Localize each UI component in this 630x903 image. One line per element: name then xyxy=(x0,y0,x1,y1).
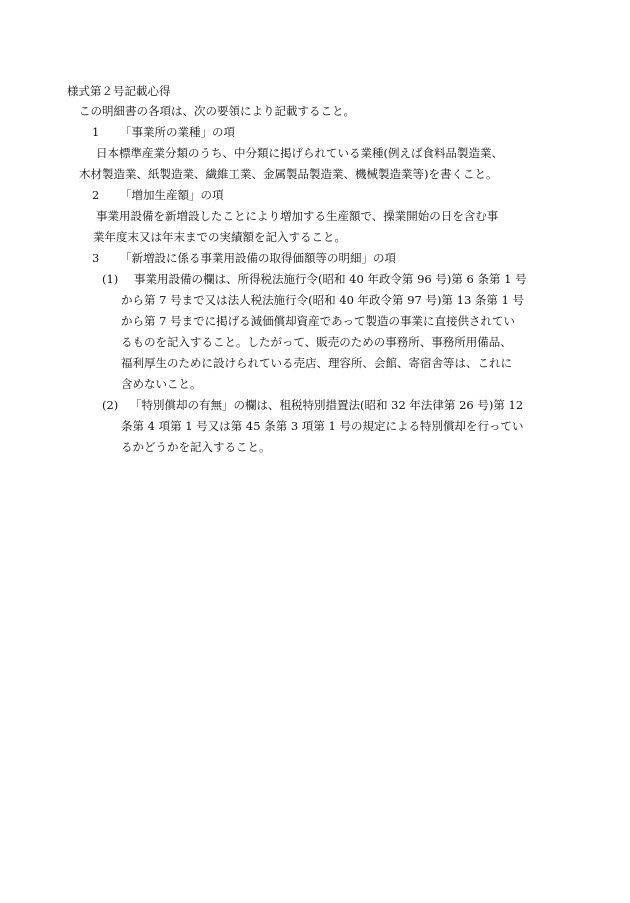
section3-number: 3 xyxy=(92,251,100,265)
item1-line2: から第 7 号まで又は法人税法施行令(昭和 40 年政令第 97 号)第 13 条第 1 号 xyxy=(121,293,525,307)
item2-label: (2) xyxy=(102,398,119,412)
item2-line2: 条第 4 項第 1 号又は第 45 条第 3 項第 1 号の規定による特別償却を行ってい xyxy=(121,419,524,433)
section1-body-line2: 木材製造業、紙製造業、繊維工業、金属製品製造業、機械製造業等)を書くこと。 xyxy=(79,167,498,181)
item1-label: (1) xyxy=(102,272,119,286)
item1-line1: 事業用設備の欄は、所得税法施行令(昭和 40 年政令第 96 号)第 6 条第 1 号 xyxy=(134,272,527,286)
document-title: 様式第２号記載心得 xyxy=(67,84,171,98)
section2-number: 2 xyxy=(92,188,100,202)
item1-line6: 含めないこと。 xyxy=(121,377,202,391)
item1-line4: るものを記入すること。したがって、販売のための事務所、事務所用備品、 xyxy=(121,335,512,349)
item2-line1: 「特別償却の有無」の欄は、租税特別措置法(昭和 32 年法律第 26 号)第 12 xyxy=(130,398,524,412)
intro-text: この明細書の各項は、次の要領により記載すること。 xyxy=(79,104,355,118)
section1-body-line1: 日本標準産業分類のうち、中分類に掲げられている業種(例えば食料品製造業、 xyxy=(96,146,503,160)
item2-line3: るかどうかを記入すること。 xyxy=(121,440,271,454)
section2-heading: 「増加生産額」の項 xyxy=(120,188,224,202)
section1-heading: 「事業所の業種」の項 xyxy=(120,125,235,139)
item1-line5: 福利厚生のために設けられている売店、理容所、会館、寄宿舎等は、これに xyxy=(121,356,512,370)
section3-heading: 「新増設に係る事業用設備の取得価額等の明細」の項 xyxy=(120,251,396,265)
section2-body-line1: 事業用設備を新増設したことにより増加する生産額で、操業開始の日を含む事 xyxy=(96,209,499,223)
section2-body-line2: 業年度末又は年末までの実績額を記入すること。 xyxy=(93,230,346,244)
item1-line3: から第 7 号までに掲げる減価償却資産であって製造の事業に直接供されてい xyxy=(121,314,516,328)
section1-number: 1 xyxy=(92,125,100,139)
